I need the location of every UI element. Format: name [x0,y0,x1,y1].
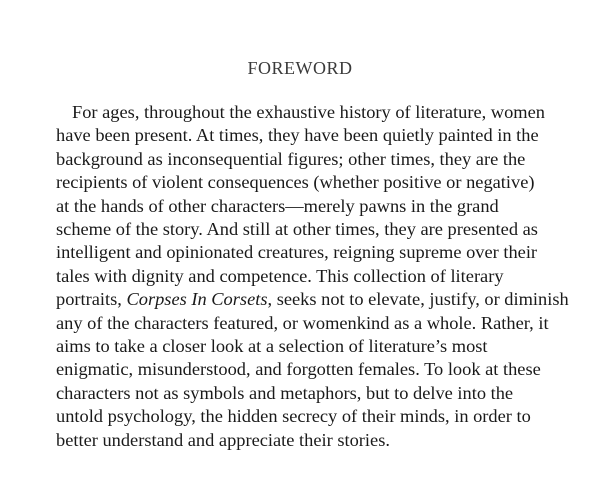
paragraph-line: enigmatic, misunderstood, and forgotten females. To look at these [56,359,541,380]
paragraph-line-with-title [56,288,569,311]
paragraph-line: untold psychology, the hidden secrecy of their minds, in order to [56,406,531,427]
paragraph-line: tales with dignity and competence. This collection of literary [56,265,504,286]
paragraph-line: For ages, throughout the exhaustive history of literature, women [72,102,545,122]
foreword-paragraph [56,101,569,452]
line-text-after: , seeks not to elevate, justify, or diminish [267,289,569,310]
page-heading: FOREWORD [247,58,353,78]
paragraph-line: aims to take a closer look at a selection of literature’s most [56,336,488,357]
line-text-before: portraits, [56,289,127,310]
paragraph-line: have been present. At times, they have been quietly painted in the [56,125,539,146]
paragraph-line: intelligent and opinionated creatures, reigning supreme over their [56,242,538,263]
paragraph-line: better understand and appreciate their stories. [56,429,390,450]
paragraph-line: at the hands of other characters—merely pawns in the grand [56,195,499,216]
paragraph-line: recipients of violent consequences (whether positive or negative) [56,172,535,193]
paragraph-line: background as inconsequential figures; other times, they are the [56,148,526,169]
paragraph-line: scheme of the story. And still at other times, they are presented as [56,219,538,240]
paragraph-line: characters not as symbols and metaphors, but to delve into the [56,382,514,403]
book-title: Corpses In Corsets [126,289,268,310]
paragraph-line: any of the characters featured, or womenkind as a whole. Rather, it [56,312,549,333]
